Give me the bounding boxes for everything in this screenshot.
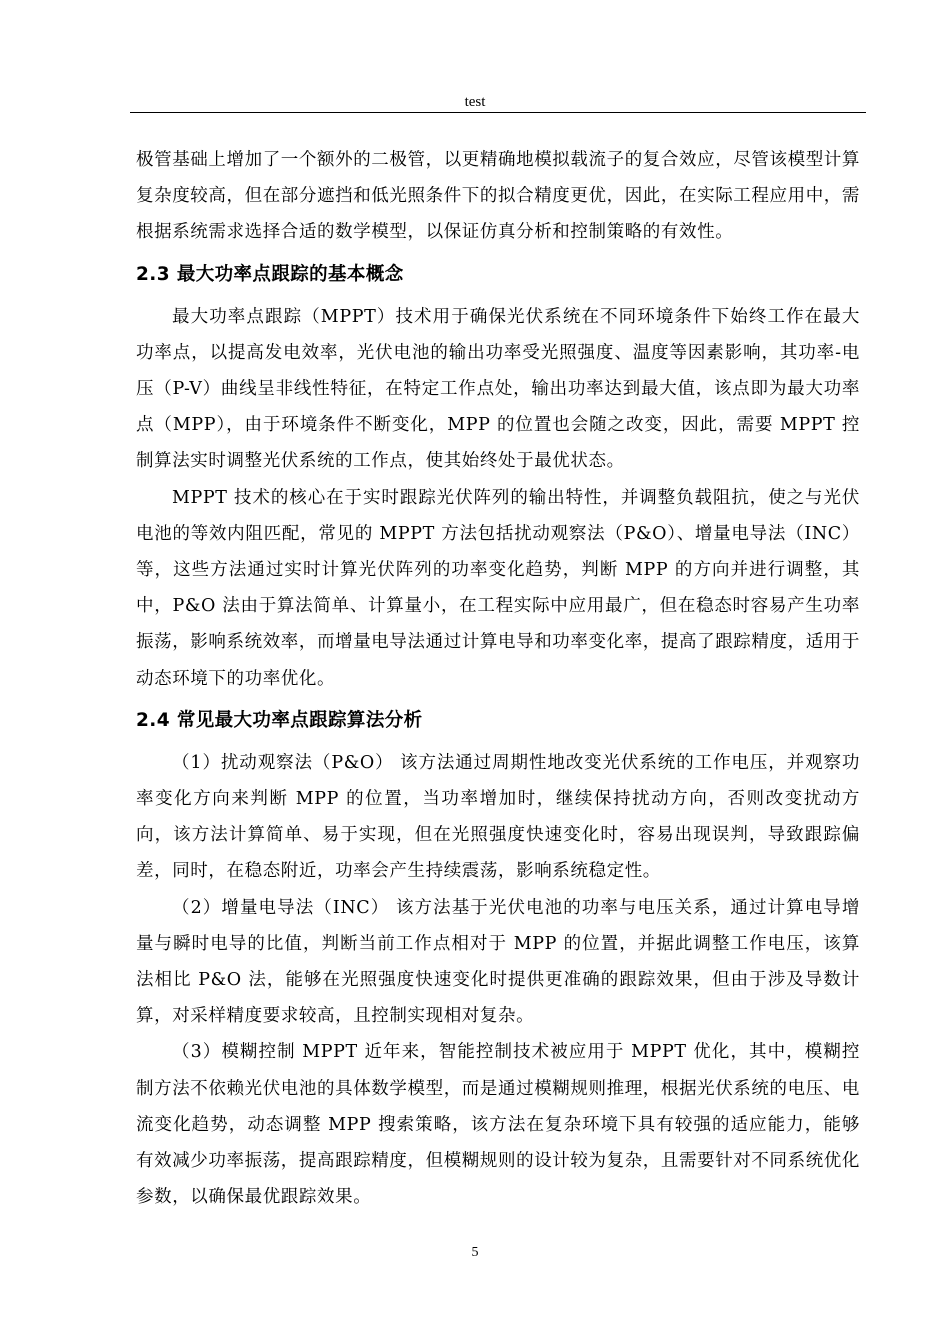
- body-paragraph: MPPT 技术的核心在于实时跟踪光伏阵列的输出特性，并调整负载阻抗，使之与光伏电池的等效内阻匹配，常见的 MPPT 方法包括扰动观察法（P&O）、增量电导法（INC）等，这些方法通过实时计算光伏阵列的功率变化趋势，判断 MPP 的方向并进行调整，其中，P&O 法由于算法简单、计算量小，在工程实际中应用最广，但在稳态时容易产生功率振荡，影响系统效率，而增量电导法通过计算电导和功率变化率，提高了跟踪精度，适用于动态环境下的功率优化。: [136, 487, 860, 689]
- page-number: 5: [471, 1245, 479, 1260]
- section-heading-2-4: 2.4 常见最大功率点跟踪算法分析: [136, 709, 423, 731]
- intro-paragraph: 极管基础上增加了一个额外的二极管，以更精确地模拟载流子的复合效应，尽管该模型计算复杂度较高，但在部分遮挡和低光照条件下的拟合精度更优，因此，在实际工程应用中，需根据系统需求选择合适的数学模型，以保证仿真分析和控制策略的有效性。: [136, 150, 860, 243]
- running-header: test: [464, 94, 486, 110]
- body-paragraph: （1）扰动观察法（P&O） 该方法通过周期性地改变光伏系统的工作电压，并观察功率变化方向来判断 MPP 的位置，当功率增加时，继续保持扰动方向，否则改变扰动方向，该方法计算简单、易于实现，但在光照强度快速变化时，容易出现误判，导致跟踪偏差，同时，在稳态附近，功率会产生持续震荡，影响系统稳定性。: [136, 752, 860, 882]
- header-rule: [130, 112, 866, 113]
- page-body: [136, 142, 860, 1215]
- section-heading-2-3: 2.3 最大功率点跟踪的基本概念: [136, 263, 404, 285]
- body-paragraph: 最大功率点跟踪（MPPT）技术用于确保光伏系统在不同环境条件下始终工作在最大功率点，以提高发电效率，光伏电池的输出功率受光照强度、温度等因素影响，其功率-电压（P-V）曲线呈非线性特征，在特定工作点处，输出功率达到最大值，该点即为最大功率点（MPP），由于环境条件不断变化，MPP 的位置也会随之改变，因此，需要 MPPT 控制算法实时调整光伏系统的工作点，使其始终处于最优状态。: [136, 306, 860, 472]
- body-paragraph: （3）模糊控制 MPPT 近年来，智能控制技术被应用于 MPPT 优化，其中，模糊控制方法不依赖光伏电池的具体数学模型，而是通过模糊规则推理，根据光伏系统的电压、电流变化趋势，动态调整 MPP 搜索策略，该方法在复杂环境下具有较强的适应能力，能够有效减少功率振荡，提高跟踪精度，但模糊规则的设计较为复杂，且需要针对不同系统优化参数，以确保最优跟踪效果。: [136, 1042, 860, 1208]
- body-paragraph: （2）增量电导法（INC） 该方法基于光伏电池的功率与电压关系，通过计算电导增量与瞬时电导的比值，判断当前工作点相对于 MPP 的位置，并据此调整工作电压，该算法相比 P&O 法，能够在光照强度快速变化时提供更准确的跟踪效果，但由于涉及导数计算，对采样精度要求较高，且控制实现相对复杂。: [136, 897, 860, 1027]
